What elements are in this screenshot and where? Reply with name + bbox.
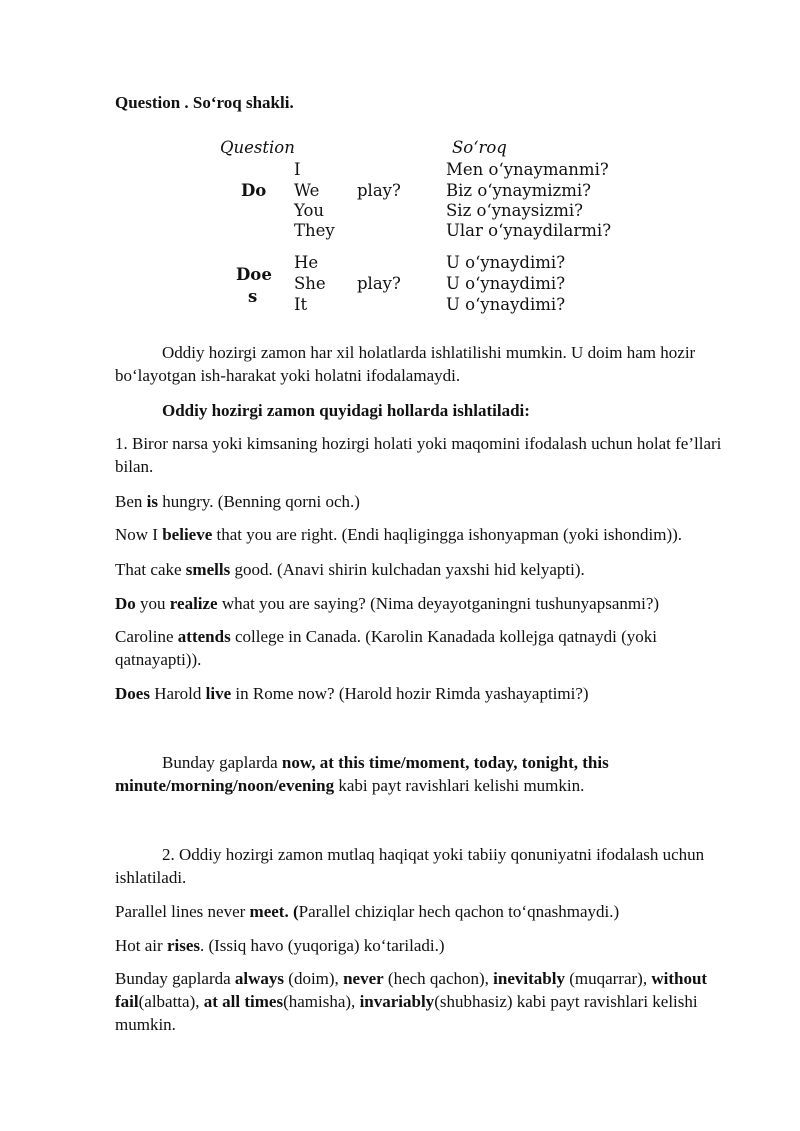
adv2-b3: inevitably <box>493 969 565 988</box>
example-4 <box>115 592 735 615</box>
pronoun-she: She <box>294 274 326 293</box>
pronoun-you: You <box>294 201 325 220</box>
usage-heading-text: Oddiy hozirgi zamon quyidagi hollarda ishlatiladi: <box>162 401 530 420</box>
example-2 <box>115 523 755 546</box>
ex6-a: Harold <box>149 684 206 703</box>
verb-play-1: play? <box>357 181 401 200</box>
example-7 <box>115 900 735 923</box>
translation-7: U o‘ynaydimi? <box>446 295 566 314</box>
ex7-a: Parallel lines never <box>115 902 250 921</box>
ex3-b: smells <box>185 560 231 579</box>
ex5-a: Caroline <box>115 627 178 646</box>
adv2-t6: (hamisha), <box>283 992 360 1011</box>
adv2-b4: without fail <box>115 969 708 1011</box>
ex8-b: rises <box>166 936 200 955</box>
translation-5: U o‘ynaydimi? <box>446 253 566 272</box>
pronoun-he: He <box>294 253 319 272</box>
example-6 <box>115 682 735 705</box>
ex6-b1: Does <box>115 684 150 703</box>
example-3 <box>115 558 735 581</box>
example-5 <box>115 625 735 671</box>
adv2-t7: (shubhasiz) kabi payt ravishlari kelishi mumkin. <box>115 992 698 1034</box>
rule-1: 1. Biror narsa yoki kimsaning hozirgi holati yoki maqomini ifodalash uchun holat fe’llari bilan. <box>115 434 722 476</box>
adv2-t3: (hech qachon), <box>383 969 494 988</box>
ex4-a: you <box>135 594 170 613</box>
table-header-soroq: So‘roq <box>452 138 507 157</box>
pronoun-they: They <box>294 221 335 240</box>
rule-2: 2. Oddiy hozirgi zamon mutlaq haqiqat yoki tabiiy qonuniyatni ifodalash uchun ishlatiladi. <box>115 845 705 887</box>
intro-paragraph: Oddiy hozirgi zamon har xil holatlarda ishlatilishi mumkin. U doim ham hozir bo‘layotgan ish-harakat yoki holatni ifodalamaydi. <box>115 343 696 385</box>
aux-does-part2: s <box>248 287 258 306</box>
ex7-b: meet. ( <box>249 902 299 921</box>
ex4-b2: realize <box>169 594 218 613</box>
ex2-c: that you are right. (Endi haqligingga ishonyapman (yoki ishondim)). <box>212 525 683 544</box>
section-heading: Question . So‘roq shakli. <box>115 93 294 112</box>
ex4-b1: Do <box>115 594 136 613</box>
table-header-question: Question <box>220 138 295 157</box>
pronoun-it: It <box>294 295 308 314</box>
adv1-c: kabi payt ravishlari kelishi mumkin. <box>334 776 585 795</box>
adv1-b: now, at this time/moment, today, tonight, this minute/morning/noon/evening <box>115 753 609 795</box>
example-1 <box>115 490 735 513</box>
ex5-c: college in Canada. (Karolin Kanadada kollejga qatnaydi (yoki qatnayapti)). <box>115 627 657 669</box>
adv2-t5: (albatta), <box>138 992 204 1011</box>
aux-do: Do <box>241 181 267 200</box>
verb-play-2: play? <box>357 274 401 293</box>
ex6-c: in Rome now? (Harold hozir Rimda yashayaptimi?) <box>231 684 589 703</box>
ex5-b: attends <box>177 627 231 646</box>
adverbs-paragraph-2 <box>115 967 735 1036</box>
translation-6: U o‘ynaydimi? <box>446 274 566 293</box>
ex2-a: Now I <box>115 525 163 544</box>
pronoun-we: We <box>294 181 320 200</box>
ex4-c: what you are saying? (Nima deyayotganingni tushunyapsanmi?) <box>217 594 660 613</box>
adv2-t4: (muqarrar), <box>564 969 652 988</box>
ex6-b2: live <box>205 684 232 703</box>
conjugation-table <box>0 0 800 330</box>
translation-1: Men o‘ynaymanmi? <box>446 160 609 179</box>
translation-3: Siz o‘ynaysizmi? <box>446 201 584 220</box>
adv2-t2: (doim), <box>284 969 344 988</box>
adv2-b2: never <box>343 969 384 988</box>
ex3-c: good. (Anavi shirin kulchadan yaxshi hid kelyapti). <box>230 560 585 579</box>
adv2-t1: Bunday gaplarda <box>115 969 235 988</box>
adverbs-paragraph-1 <box>115 751 735 797</box>
pronoun-i: I <box>294 160 301 179</box>
ex8-c: . (Issiq havo (yuqoriga) ko‘tariladi.) <box>199 936 445 955</box>
ex7-c: Parallel chiziqlar hech qachon to‘qnashmaydi.) <box>298 902 620 921</box>
ex8-a: Hot air <box>115 936 167 955</box>
ex1-b: is <box>146 492 158 511</box>
translation-4: Ular o‘ynaydilarmi? <box>446 221 612 240</box>
adv2-b1: always <box>234 969 285 988</box>
adv1-a: Bunday gaplarda <box>162 753 282 772</box>
ex1-c: hungry. (Benning qorni och.) <box>157 492 360 511</box>
usage-heading <box>115 399 735 422</box>
translation-2: Biz o‘ynaymizmi? <box>446 181 592 200</box>
ex3-a: That cake <box>115 560 186 579</box>
adv2-b5: at all times <box>203 992 284 1011</box>
aux-does-part1: Doe <box>236 265 272 284</box>
ex1-a: Ben <box>115 492 147 511</box>
example-8 <box>115 934 735 957</box>
ex2-b: believe <box>162 525 213 544</box>
adv2-b6: invariably <box>359 992 435 1011</box>
